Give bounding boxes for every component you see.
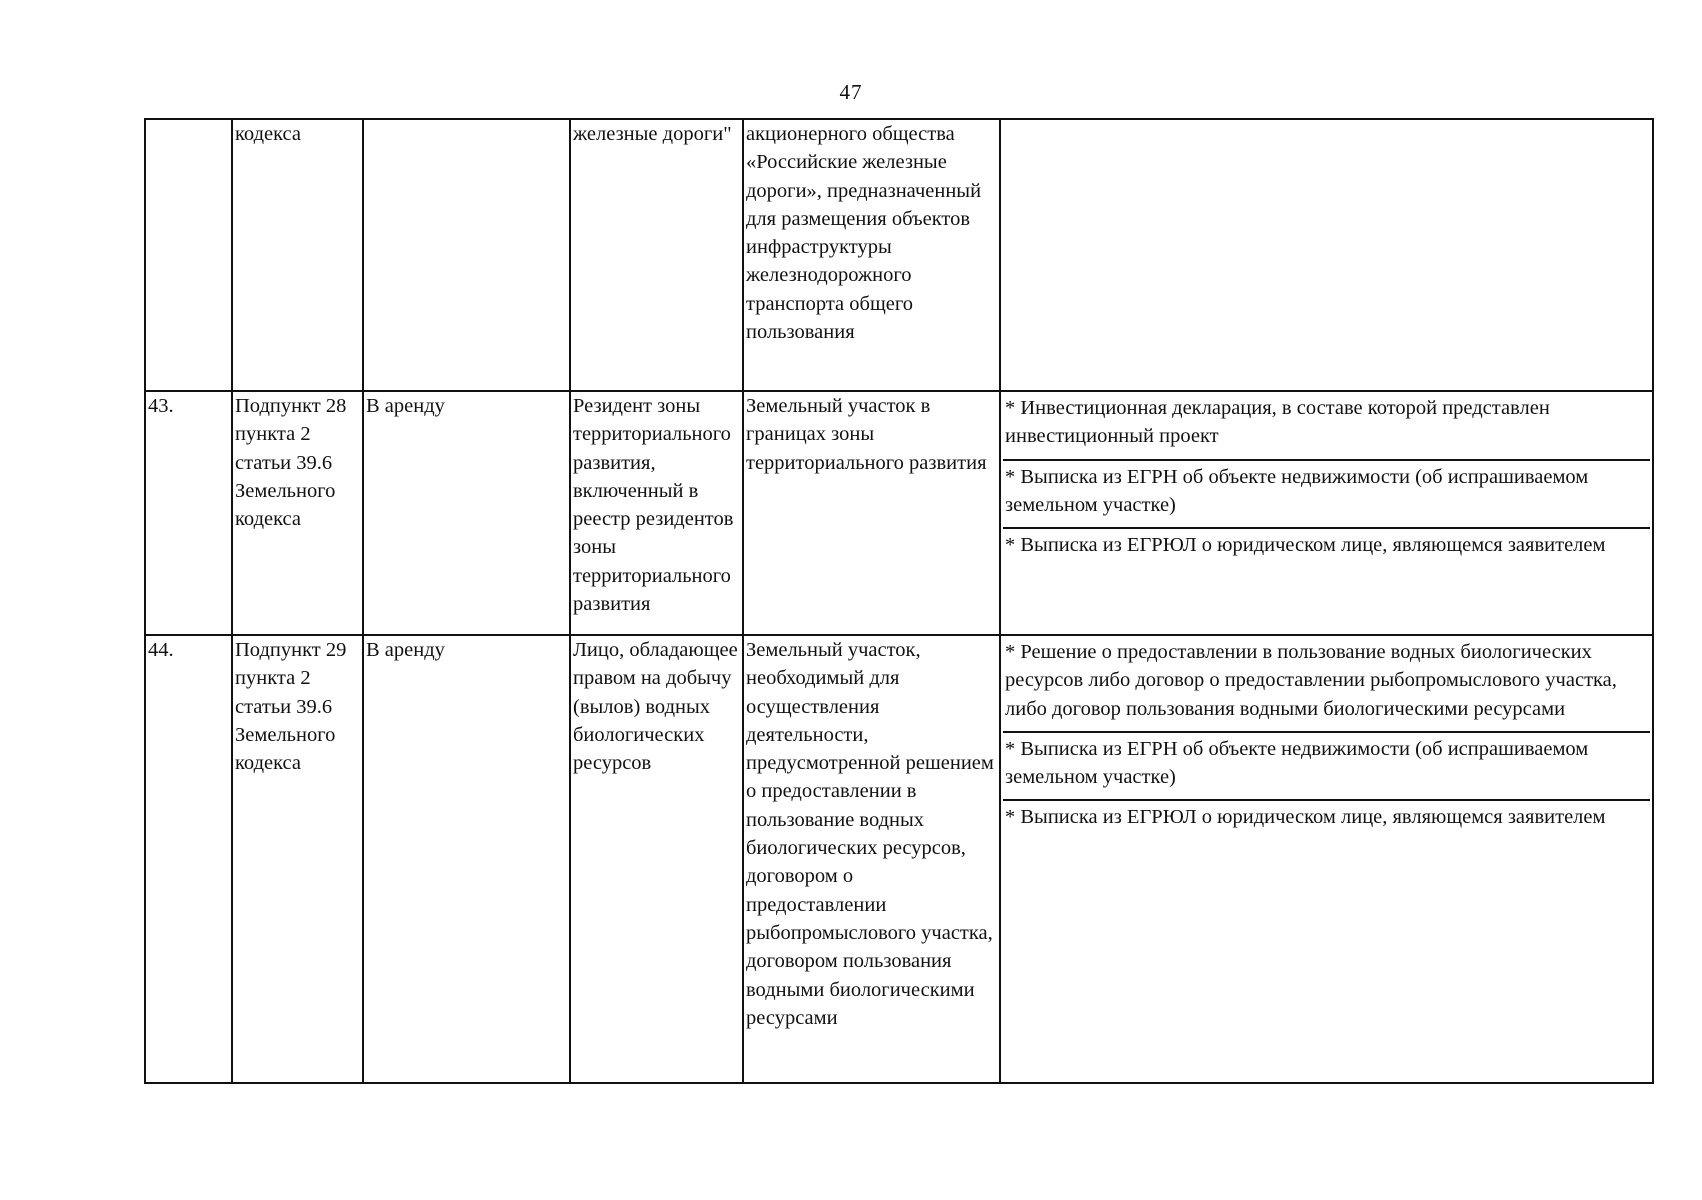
land-parcel-cell: Земельный участок в границах зоны территориального развития bbox=[743, 391, 1000, 635]
documents-cell bbox=[1000, 391, 1653, 635]
applicant-cell: Лицо, обладающее правом на добычу (вылов) водных биологических ресурсов bbox=[570, 635, 743, 1083]
applicant-cell: Резидент зоны территориального развития, включенный в реестр резидентов зоны территориального развития bbox=[570, 391, 743, 635]
legal-basis-cell: кодекса bbox=[232, 119, 363, 391]
document-item: * Решение о предоставлении в пользование водных биологических ресурсов либо договор о предоставлении рыбопромыслового участка, либо договор пользования водными биологическими ресурсами bbox=[1003, 636, 1650, 733]
land-parcel-cell: Земельный участок, необходимый для осуществления деятельности, предусмотренной решением о предоставлении в пользование водных биологических ресурсов, договором о предоставлении рыбопромыслового участка, договором пользования водными биологическими ресурсами bbox=[743, 635, 1000, 1083]
table-row bbox=[145, 391, 1653, 635]
provision-type-cell: В аренду bbox=[363, 635, 570, 1083]
land-parcel-cell: акционерного общества «Российские железные дороги», предназначенный для размещения объектов инфраструктуры железнодорожного транспорта общего пользования bbox=[743, 119, 1000, 391]
row-number-cell: 43. bbox=[145, 391, 232, 635]
documents-cell bbox=[1000, 635, 1653, 1083]
document-item: * Выписка из ЕГРН об объекте недвижимости (об испрашиваемом земельном участке) bbox=[1003, 461, 1650, 530]
applicant-cell: железные дороги" bbox=[570, 119, 743, 391]
document-item: * Выписка из ЕГРЮЛ о юридическом лице, являющемся заявителем bbox=[1005, 534, 1606, 557]
legal-basis-cell: Подпункт 29 пункта 2 статьи 39.6 Земельного кодекса bbox=[232, 635, 363, 1083]
document-item: * Выписка из ЕГРЮЛ о юридическом лице, являющемся заявителем bbox=[1005, 806, 1606, 829]
row-number-cell: 44. bbox=[145, 635, 232, 1083]
documents-cell bbox=[1000, 119, 1653, 391]
legal-basis-cell: Подпункт 28 пункта 2 статьи 39.6 Земельного кодекса bbox=[232, 391, 363, 635]
page-number: 47 bbox=[839, 80, 863, 104]
provision-type-cell: В аренду bbox=[363, 391, 570, 635]
document-item: * Выписка из ЕГРН об объекте недвижимости (об испрашиваемом земельном участке) bbox=[1003, 733, 1650, 802]
land-documents-table bbox=[144, 118, 1654, 1084]
provision-type-cell bbox=[363, 119, 570, 391]
table-row bbox=[145, 119, 1653, 391]
document-item: * Инвестиционная декларация, в составе которой представлен инвестиционный проект bbox=[1003, 392, 1650, 461]
row-number-cell bbox=[145, 119, 232, 391]
table-row bbox=[145, 635, 1653, 1083]
